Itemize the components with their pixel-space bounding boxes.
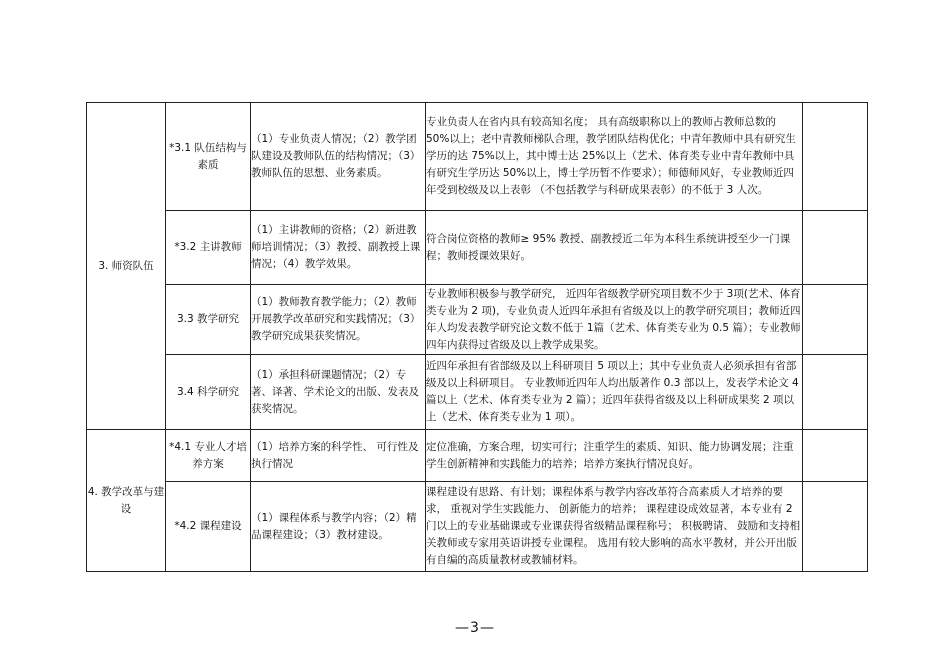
category-cell: 3. 师资队伍 [87, 103, 166, 430]
table-row [87, 103, 868, 211]
blank-cell [803, 482, 868, 572]
evaluation-table [86, 102, 868, 572]
item-cell: *4.1 专业人才培养方案 [166, 430, 251, 482]
content-cell: （1）教师教育教学能力；（2）教师开展教学改革研究和实践情况；（3）教学研究成果获奖情况。 [251, 285, 426, 355]
blank-cell [803, 355, 868, 430]
blank-cell [803, 211, 868, 285]
standard-cell: 专业负责人在省内具有较高知名度； 具有高级职称以上的教师占教师总数的 50%以上；老中青教师梯队合理，教学团队结构优化；中青年教师中具有研究生学历的达 75%以上，其中博士达 25%以上（艺术、体育类专业中青年教师中具有研究生学历达 50%以上，博士学历暂不作要求）；师德师风好，专业教师近四年受到校级及以上表彰 （不包括教学与科研成果表彰）的不低于 3 人次。 [426, 103, 803, 211]
table-row [87, 355, 868, 430]
table-row [87, 211, 868, 285]
blank-cell [803, 430, 868, 482]
content-cell: （1）专业负责人情况；（2）教学团队建设及教师队伍的结构情况；（3）教师队伍的思想、业务素质。 [251, 103, 426, 211]
blank-cell [803, 285, 868, 355]
content-cell: （1）主讲教师的资格；（2）新进教师培训情况；（3）教授、副教授上课情况；（4）教学效果。 [251, 211, 426, 285]
item-cell: 3.4 科学研究 [166, 355, 251, 430]
standard-cell: 课程建设有思路、有计划；课程体系与教学内容改革符合高素质人才培养的要求， 重视对学生实践能力、 创新能力的培养； 课程建设成效显著，本专业有 2 门以上的专业基础课或专业课获得省级精品课程称号； 积极聘请、 鼓励和支持相关教师或专家用英语讲授专业课程。 选用有较大影响的高水平教材，并公开出版有自编的高质量教材或教辅材料。 [426, 482, 803, 572]
standard-cell: 定位准确，方案合理，切实可行；注重学生的素质、知识、能力协调发展；注重学生创新精神和实践能力的培养；培养方案执行情况良好。 [426, 430, 803, 482]
item-cell: *3.1 队伍结构与素质 [166, 103, 251, 211]
content-cell: （1）培养方案的科学性、 可行性及执行情况 [251, 430, 426, 482]
table-row [87, 430, 868, 482]
category-cell: 4. 教学改革与建设 [87, 430, 166, 572]
item-cell: *3.2 主讲教师 [166, 211, 251, 285]
page-number: —3— [455, 620, 495, 636]
standard-cell: 近四年承担有省部级及以上科研项目 5 项以上；其中专业负责人必须承担有省部级及以上科研项目。 专业教师近四年人均出版著作 0.3 部以上，发表学术论文 4 篇以上（艺术、体育类专业为 2 篇）；近四年获得省级及以上科研成果奖 2 项以上（艺术、体育类专业为 1 项）。 [426, 355, 803, 430]
blank-cell [803, 103, 868, 211]
standard-cell: 专业教师积极参与教学研究， 近四年省级教学研究项目数不少于 3项(艺术、体育类专业为 2 项)，专业负责人近四年承担有省级及以上的教学研究项目；教师近四年人均发表教学研究论文数不低于 1篇（艺术、体育类专业为 0.5 篇）；专业教师四年内获得过省级及以上教学成果奖。 [426, 285, 803, 355]
table-row [87, 482, 868, 572]
standard-cell: 符合岗位资格的教师≥ 95% 教授、副教授近二年为本科生系统讲授至少一门课程；教师授课效果好。 [426, 211, 803, 285]
content-cell: （1）承担科研课题情况；（2）专著、译著、学术论文的出版、发表及获奖情况。 [251, 355, 426, 430]
item-cell: 3.3 教学研究 [166, 285, 251, 355]
item-cell: *4.2 课程建设 [166, 482, 251, 572]
table-row [87, 285, 868, 355]
content-cell: （1）课程体系与教学内容；（2）精品课程建设；（3）教材建设。 [251, 482, 426, 572]
